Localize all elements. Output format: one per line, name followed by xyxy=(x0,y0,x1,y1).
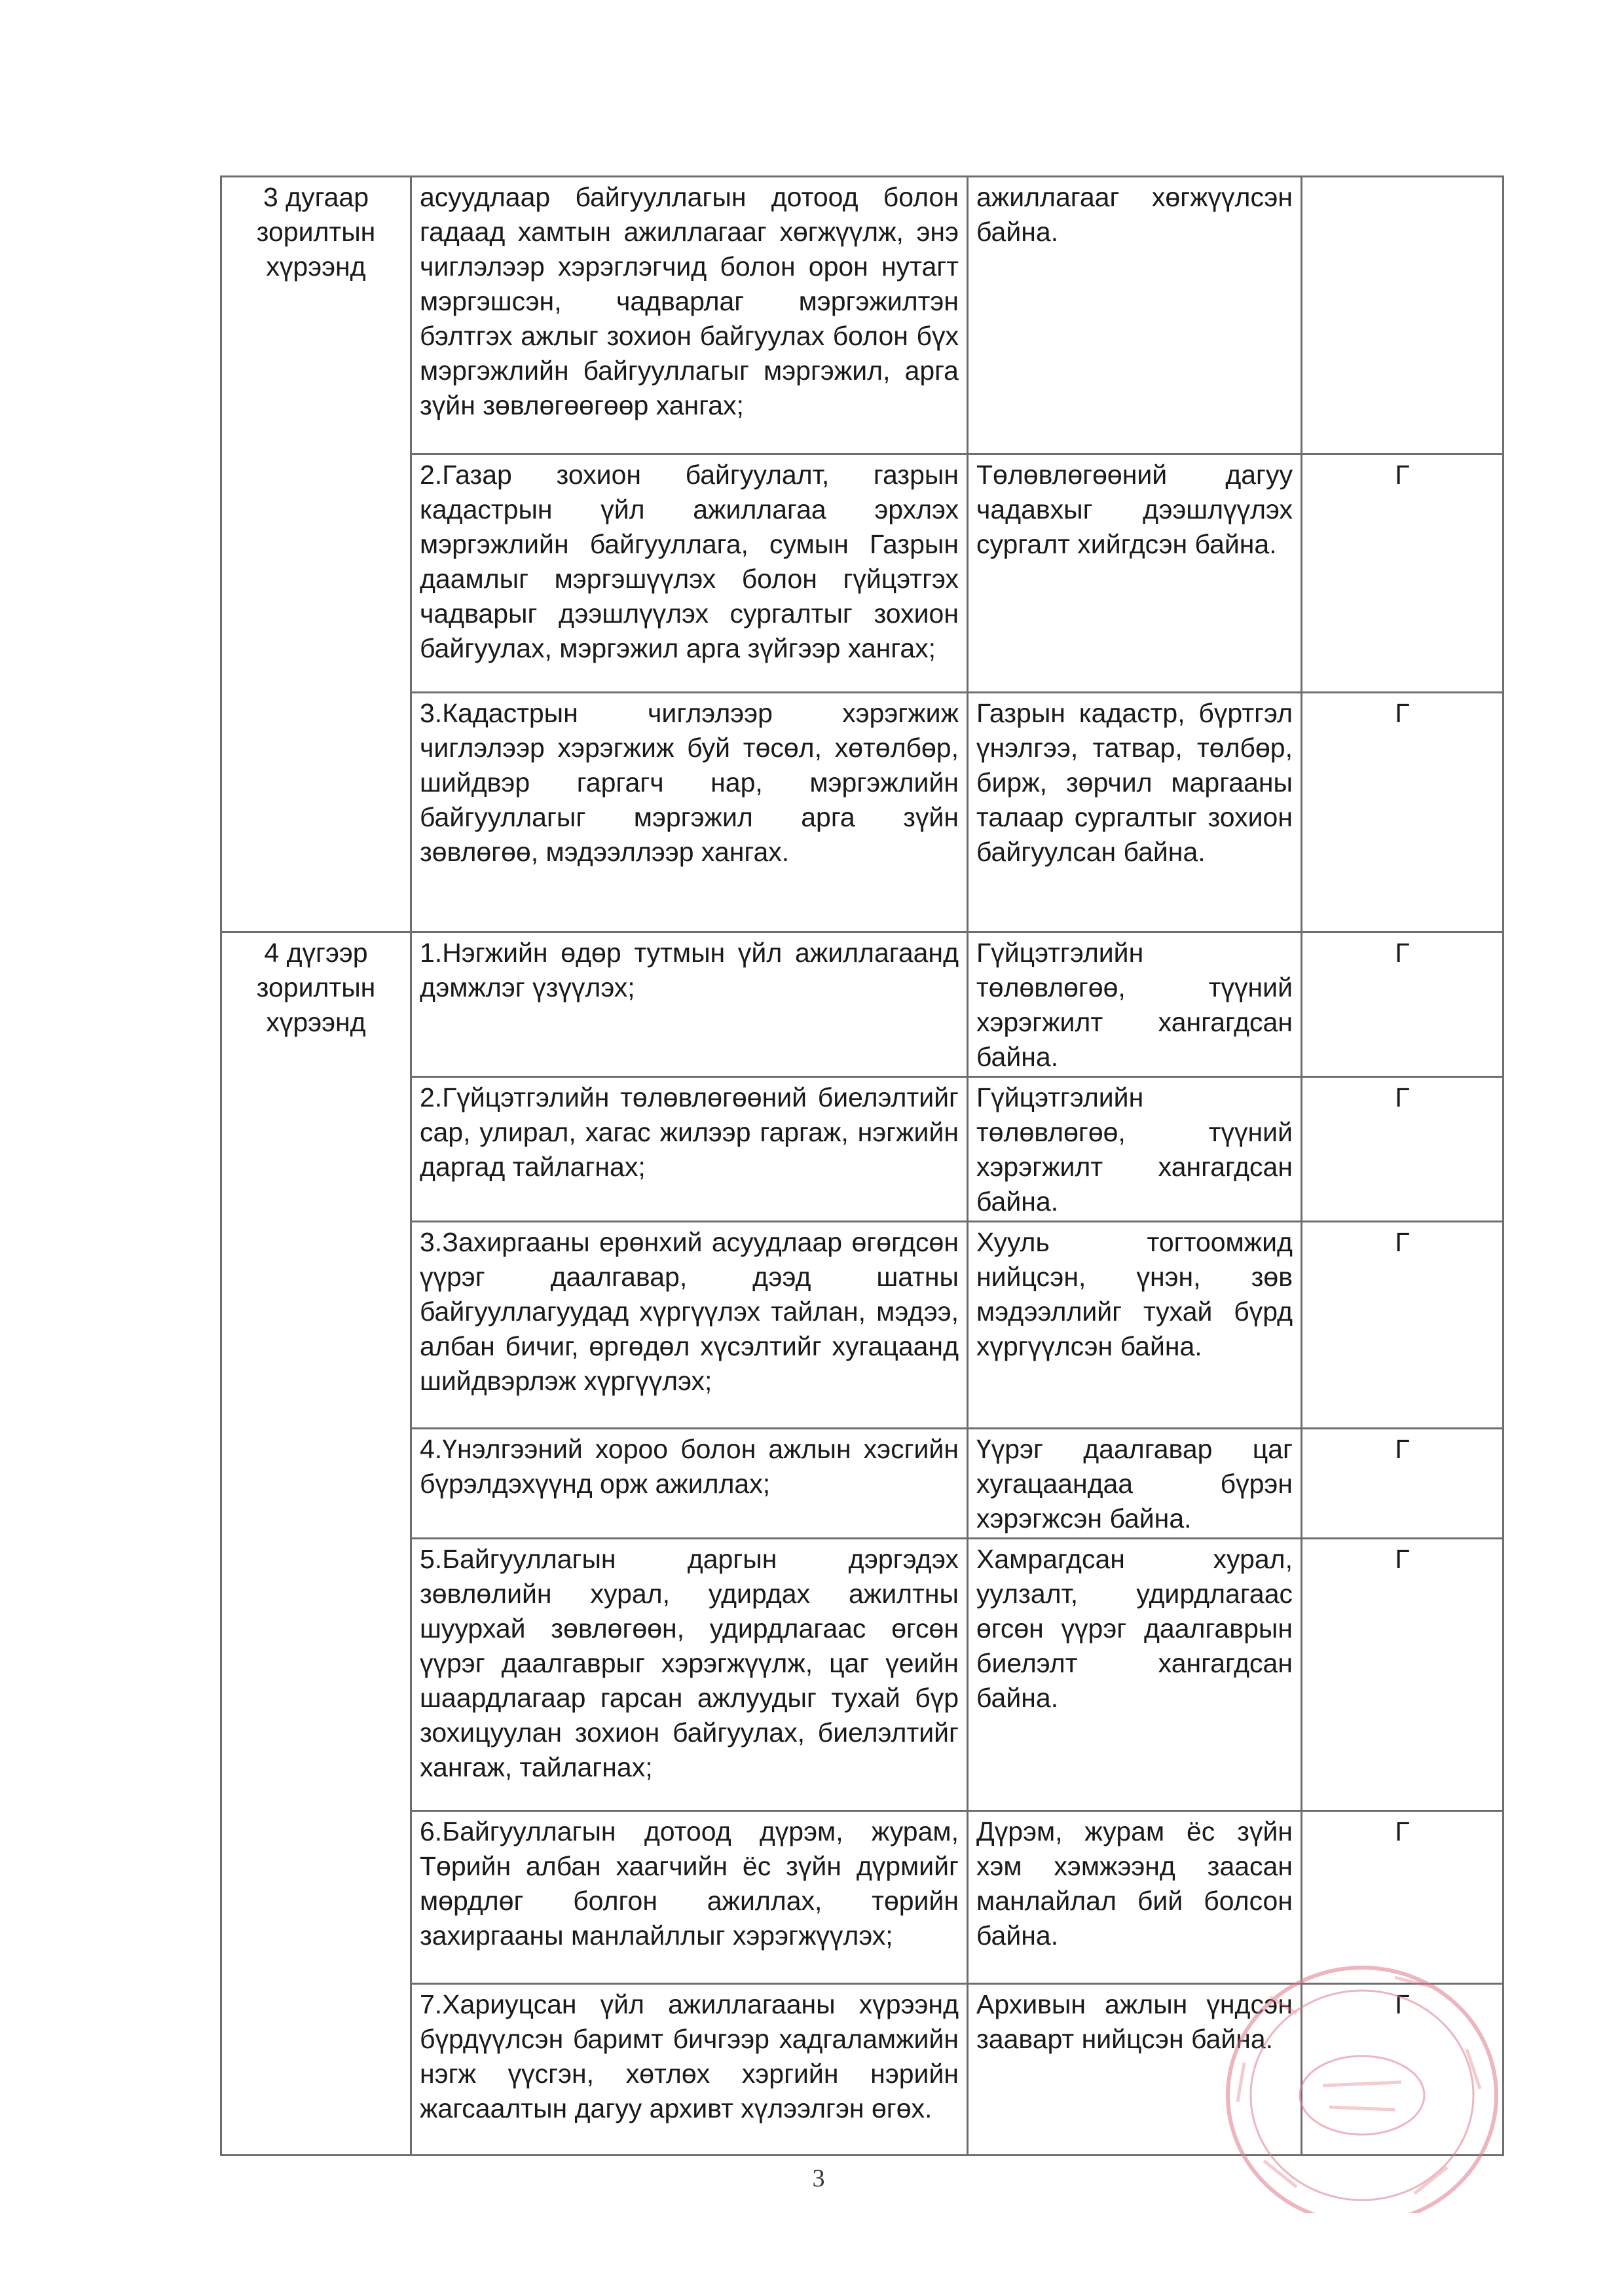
result-cell: Гүйцэтгэлийн төлөвлөгөө, түүний хэрэгжилт хангагдсан байна. xyxy=(968,932,1302,1077)
task-cell: 2.Гүйцэтгэлийн төлөвлөгөөний биелэлтийг сар, улирал, хагас жилээр гаргаж, нэгжийн даргад тайлагнах; xyxy=(411,1077,968,1222)
page-number: 3 xyxy=(812,2165,825,2192)
task-cell: 5.Байгууллагын даргын дэргэдэх зөвлөлийн хурал, удирдах ажилтны шуурхай зөвлөгөөн, удирдлагаас өгсөн үүрэг даалгаврыг хэрэгжүүлж, цаг үеийн шаардлагаар гарсан ажлуудыг тухай бүр зохицуулан зохион байгуулах, биелэлтийг хангаж, тайлагнах; xyxy=(411,1539,968,1811)
mark-cell: Г xyxy=(1302,1539,1504,1811)
task-cell: 2.Газар зохион байгуулалт, газрын кадастрын үйл ажиллагаа эрхлэх мэргэжлийн байгууллага, сумын Газрын даамлыг мэргэшүүлэх болон гүйцэтгэх чадварыг дээшлүүлэх сургалтыг зохион байгуулах, мэргэжил арга зүйгээр хангах; xyxy=(411,454,968,693)
result-cell: Архивын ажлын үндсэн зааварт нийцсэн байна. xyxy=(968,1984,1302,2156)
task-cell: 7.Хариуцсан үйл ажиллагааны хүрээнд бүрдүүлсэн баримт бичгээр хадгаламжийн нэгж үүсгэн, хөтлөх хэргийн нэрийн жагсаалтын дагуу архивт хүлээлгэн өгөх. xyxy=(411,1984,968,2156)
mark-cell: Г xyxy=(1302,1811,1504,1984)
table-row xyxy=(221,454,1504,693)
mark-cell: Г xyxy=(1302,1429,1504,1539)
table-row xyxy=(221,1429,1504,1539)
result-cell: Хамрагдсан хурал, уулзалт, удирдлагаас өгсөн үүрэг даалгаврын биелэлт хангагдсан байна. xyxy=(968,1539,1302,1811)
task-cell: 3.Кадастрын чиглэлээр хэрэгжиж чиглэлээр хэрэгжиж буй төсөл, хөтөлбөр, шийдвэр гаргагч нар, мэргэжлийн байгууллагыг мэргэжил арга зүйн зөвлөгөө, мэдээллээр хангах. xyxy=(411,693,968,932)
result-cell: Гүйцэтгэлийн төлөвлөгөө, түүний хэрэгжилт хангагдсан байна. xyxy=(968,1077,1302,1222)
mark-cell: Г xyxy=(1302,693,1504,932)
mark-cell: Г xyxy=(1302,1222,1504,1429)
result-cell: Төлөвлөгөөний дагуу чадавхыг дээшлүүлэх сургалт хийгдсэн байна. xyxy=(968,454,1302,693)
result-cell: ажиллагааг хөгжүүлсэн байна. xyxy=(968,177,1302,454)
mark-cell: Г xyxy=(1302,1077,1504,1222)
table-row xyxy=(221,1077,1504,1222)
mark-cell: Г xyxy=(1302,932,1504,1077)
result-cell: Хууль тогтоомжид нийцсэн, үнэн, зөв мэдээллийг тухай бүрд хүргүүлсэн байна. xyxy=(968,1222,1302,1429)
plan-table xyxy=(220,175,1504,2156)
task-cell: 3.Захиргааны ерөнхий асуудлаар өгөгдсөн үүрэг даалгавар, дээд шатны байгууллагуудад хүргүүлэх тайлан, мэдээ, албан бичиг, өргөдөл хүсэлтийг хугацаанд шийдвэрлэж хүргүүлэх; xyxy=(411,1222,968,1429)
mark-cell: Г xyxy=(1302,454,1504,693)
goal-cell: 4 дүгээр зорилтын хүрээнд xyxy=(221,932,411,2156)
task-cell: 1.Нэгжийн өдөр тутмын үйл ажиллагаанд дэмжлэг үзүүлэх; xyxy=(411,932,968,1077)
result-cell: Газрын кадастр, бүртгэл үнэлгээ, татвар, төлбөр, бирж, зөрчил маргааны талаар сургалтыг зохион байгуулсан байна. xyxy=(968,693,1302,932)
official-stamp xyxy=(1198,1951,1513,2213)
task-cell: асуудлаар байгууллагын дотоод болон гадаад хамтын ажиллагааг хөгжүүлж, энэ чиглэлээр хэрэглэгчид болон орон нутагт мэргэшсэн, чадварлаг мэргэжилтэн бэлтгэх ажлыг зохион байгуулах болон бүх мэргэжлийн байгууллагыг мэргэжил, арга зүйн зөвлөгөөгөөр хангах; xyxy=(411,177,968,454)
table-row xyxy=(221,1539,1504,1811)
result-cell: Дүрэм, журам ёс зүйн хэм хэмжээнд заасан манлайлал бий болсон байна. xyxy=(968,1811,1302,1984)
task-cell: 6.Байгууллагын дотоод дүрэм, журам, Төрийн албан хаагчийн ёс зүйн дүрмийг мөрдлөг болгон ажиллах, төрийн захиргааны манлайллыг хэрэгжүүлэх; xyxy=(411,1811,968,1984)
table-row xyxy=(221,932,1504,1077)
result-cell: Үүрэг даалгавар цаг хугацаандаа бүрэн хэрэгжсэн байна. xyxy=(968,1429,1302,1539)
table-row xyxy=(221,693,1504,932)
task-cell: 4.Үнэлгээний хороо болон ажлын хэсгийн бүрэлдэхүүнд орж ажиллах; xyxy=(411,1429,968,1539)
goal-cell: 3 дугаар зорилтын хүрээнд xyxy=(221,177,411,932)
mark-cell: Г xyxy=(1302,1984,1504,2156)
mark-cell xyxy=(1302,177,1504,454)
table-row xyxy=(221,177,1504,454)
table-row xyxy=(221,1222,1504,1429)
